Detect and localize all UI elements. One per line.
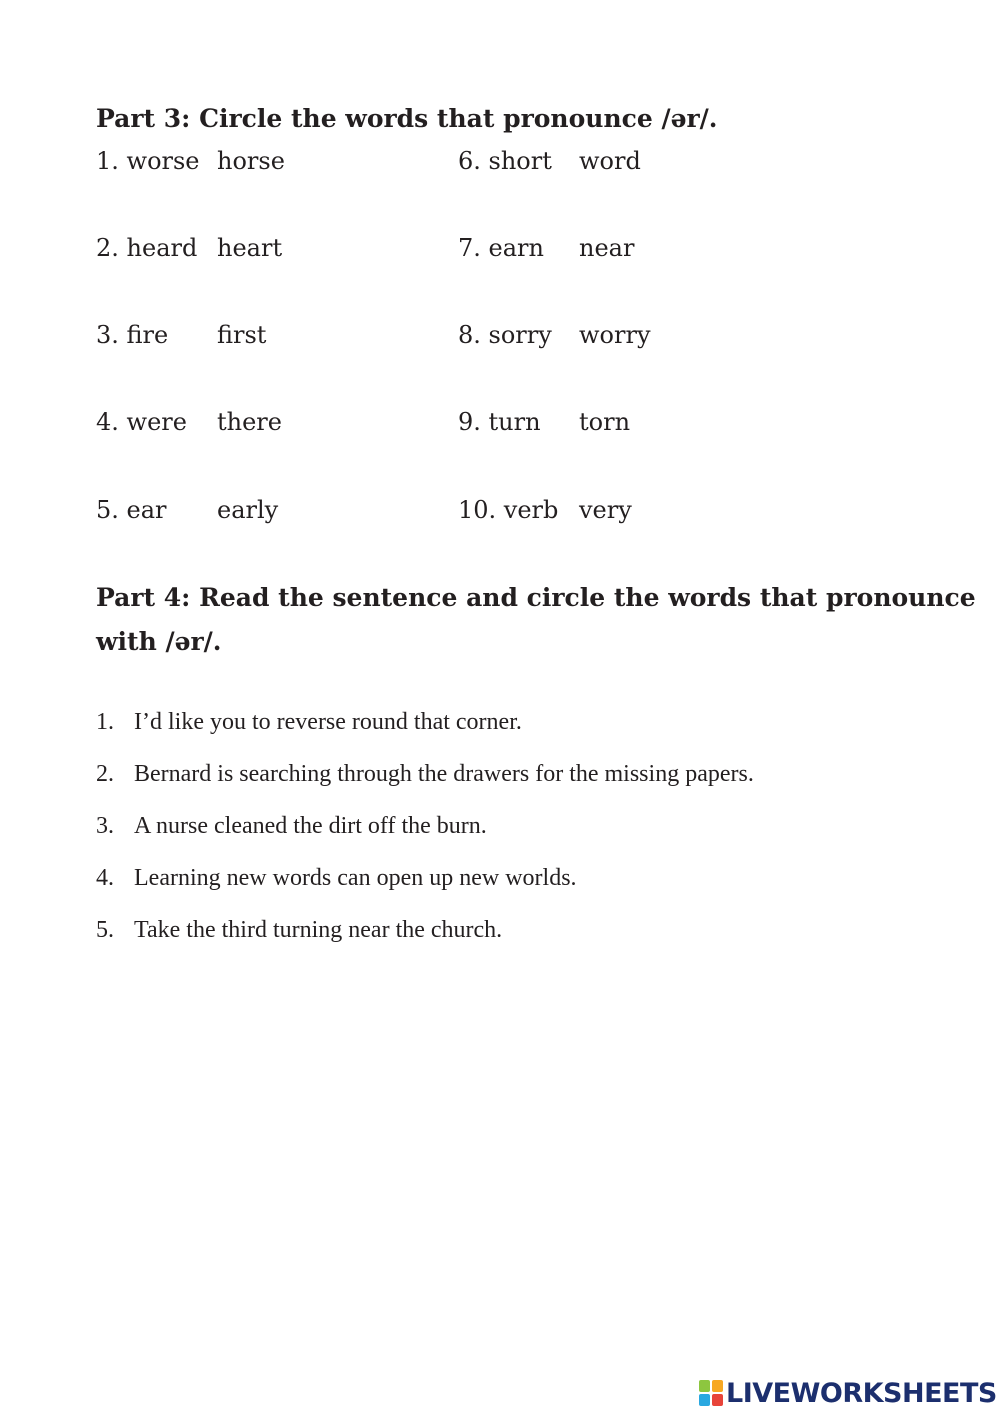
sentence-number: 4.	[96, 865, 114, 891]
pair-second-word[interactable]: first	[217, 321, 267, 349]
pair-first-word[interactable]: 9. turn	[458, 408, 541, 436]
pair-second-word[interactable]: torn	[579, 408, 631, 436]
sentence-text[interactable]: I’d like you to reverse round that corner.	[134, 709, 522, 735]
pair-first-word[interactable]: 4. were	[96, 408, 187, 436]
liveworksheets-logo-icon	[699, 1380, 723, 1406]
sentence-number: 1.	[96, 709, 114, 735]
pair-first-word[interactable]: 2. heard	[96, 234, 198, 262]
pair-first-word[interactable]: 10. verb	[458, 496, 559, 524]
pair-second-word[interactable]: very	[579, 496, 632, 524]
pair-second-word[interactable]: heart	[217, 234, 283, 262]
part3-title: Part 3: Circle the words that pronounce /ər/.	[96, 104, 718, 133]
pair-second-word[interactable]: word	[579, 147, 641, 175]
logo-text: LIVEWORKSHEETS	[726, 1377, 997, 1409]
pair-first-word[interactable]: 6. short	[458, 147, 552, 175]
sentence-number: 3.	[96, 813, 114, 839]
pair-first-word[interactable]: 1. worse	[96, 147, 200, 175]
pair-first-word[interactable]: 7. earn	[458, 234, 544, 262]
part4-title-continued: with /ər/.	[96, 627, 222, 656]
liveworksheets-logo	[699, 1378, 997, 1408]
pair-first-word[interactable]: 8. sorry	[458, 321, 552, 349]
pair-second-word[interactable]: near	[579, 234, 635, 262]
sentence-text[interactable]: A nurse cleaned the dirt off the burn.	[134, 813, 487, 839]
pair-second-word[interactable]: there	[217, 408, 282, 436]
sentence-number: 2.	[96, 761, 114, 787]
sentence-text[interactable]: Learning new words can open up new worlds.	[134, 865, 577, 891]
sentence-number: 5.	[96, 917, 114, 943]
pair-second-word[interactable]: early	[217, 496, 279, 524]
sentence-text[interactable]: Bernard is searching through the drawers for the missing papers.	[134, 761, 754, 787]
sentence-text[interactable]: Take the third turning near the church.	[134, 917, 503, 943]
pair-second-word[interactable]: horse	[217, 147, 285, 175]
pair-first-word[interactable]: 5. ear	[96, 496, 167, 524]
pair-second-word[interactable]: worry	[579, 321, 651, 349]
pair-first-word[interactable]: 3. fire	[96, 321, 169, 349]
part4-title: Part 4: Read the sentence and circle the words that pronounce	[96, 583, 976, 612]
